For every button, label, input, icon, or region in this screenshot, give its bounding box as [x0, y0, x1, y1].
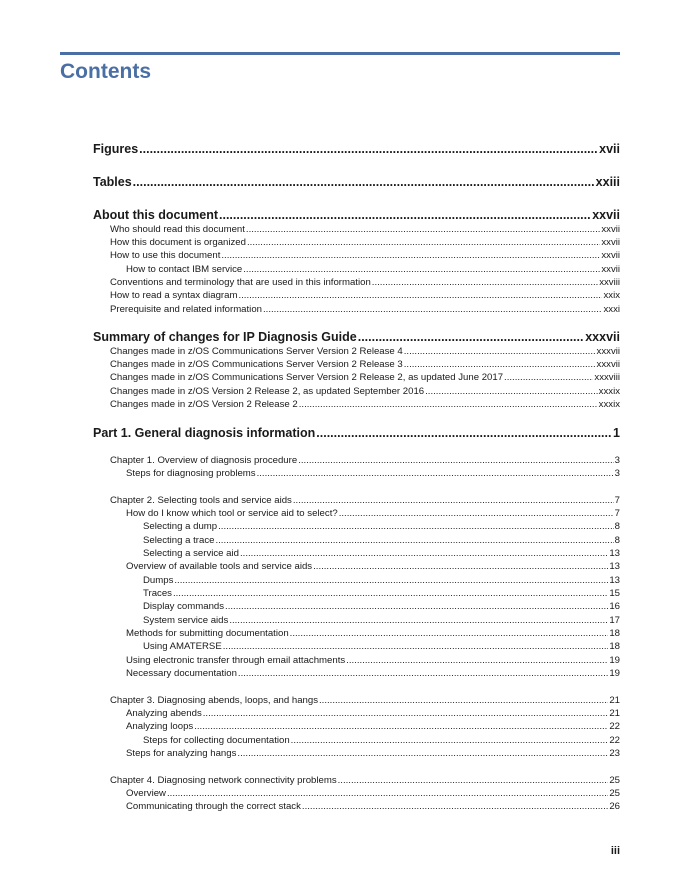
- toc-entry[interactable]: [126, 788, 620, 799]
- toc-entry-page: xxvii: [601, 264, 620, 275]
- toc-entry[interactable]: [110, 304, 620, 315]
- toc-entry-page: 7: [614, 495, 620, 506]
- toc-entry-title: Steps for diagnosing problems: [126, 468, 256, 479]
- toc-entry[interactable]: [110, 237, 620, 248]
- toc-entry[interactable]: [126, 748, 620, 759]
- toc-entry-title: Summary of changes for IP Diagnosis Guide: [93, 330, 357, 344]
- toc-entry-title: Necessary documentation: [126, 668, 237, 679]
- toc-entry-page: xxiii: [595, 175, 620, 189]
- toc-entry-title: Overview of available tools and service aids: [126, 561, 313, 572]
- toc-entry-title: Communicating through the correct stack: [126, 801, 301, 812]
- toc-entry[interactable]: [110, 359, 620, 370]
- toc-entry-title: Changes made in z/OS Communications Server Version 2 Release 4: [110, 346, 403, 357]
- toc-entry-title: Part 1. General diagnosis information: [93, 426, 316, 440]
- leader-dots: [299, 399, 598, 410]
- toc-entry-page: 21: [609, 708, 620, 719]
- toc-entry-title: Changes made in z/OS Version 2 Release 2: [110, 399, 298, 410]
- leader-dots: [247, 237, 600, 248]
- toc-entry-page: xxvii: [601, 224, 620, 235]
- toc-entry[interactable]: [143, 735, 620, 746]
- toc-entry-tables[interactable]: [93, 175, 620, 189]
- toc-entry[interactable]: [126, 628, 620, 639]
- leader-dots: [425, 386, 598, 397]
- toc-entry-title: How to use this document: [110, 250, 221, 261]
- toc-entry[interactable]: [110, 372, 620, 383]
- toc-entry-page: 13: [609, 575, 620, 586]
- toc-entry[interactable]: [110, 250, 620, 261]
- toc-entry[interactable]: [143, 588, 620, 599]
- toc-entry[interactable]: [143, 548, 620, 559]
- leader-dots: [139, 142, 598, 156]
- toc-entry-title: Changes made in z/OS Communications Server Version 2 Release 2, as updated June 2017: [110, 372, 504, 383]
- toc-entry-title: How to contact IBM service: [126, 264, 243, 275]
- toc-entry-title: Analyzing loops: [126, 721, 194, 732]
- toc-entry-title: Steps for collecting documentation: [143, 735, 290, 746]
- leader-dots: [194, 721, 608, 732]
- toc-entry[interactable]: [110, 224, 620, 235]
- leader-dots: [225, 601, 608, 612]
- toc-entry-page: 19: [609, 668, 620, 679]
- toc-entry[interactable]: [110, 386, 620, 397]
- toc-entry-figures[interactable]: [93, 142, 620, 156]
- toc-entry[interactable]: [143, 535, 620, 546]
- toc-entry-page: 7: [614, 508, 620, 519]
- toc-entry[interactable]: [126, 721, 620, 732]
- toc-entry-title: Analyzing abends: [126, 708, 202, 719]
- toc-entry-page: xxvii: [601, 250, 620, 261]
- toc-entry[interactable]: [143, 575, 620, 586]
- toc-entry[interactable]: [143, 521, 620, 532]
- toc-entry-page: xxviii: [599, 277, 620, 288]
- leader-dots: [293, 495, 614, 506]
- toc-entry-page: xxxi: [603, 304, 620, 315]
- toc-entry-page: 23: [609, 748, 620, 759]
- toc-entry[interactable]: [126, 708, 620, 719]
- toc-entry[interactable]: [126, 264, 620, 275]
- toc-entry-page: 8: [614, 521, 620, 532]
- leader-dots: [133, 175, 595, 189]
- toc-entry-page: xxxvii: [596, 346, 620, 357]
- toc-entry-page: xxxviii: [594, 372, 620, 383]
- page-title: Contents: [60, 60, 151, 83]
- toc-entry-title: How to read a syntax diagram: [110, 290, 238, 301]
- leader-dots: [243, 264, 600, 275]
- toc-entry-page: 22: [609, 721, 620, 732]
- toc-entry-page: 26: [609, 801, 620, 812]
- toc-entry-chapter[interactable]: [110, 775, 620, 786]
- toc-entry-title: Traces: [143, 588, 172, 599]
- leader-dots: [313, 561, 608, 572]
- toc-entry-part-1[interactable]: [93, 426, 620, 440]
- toc-entry-title: How do I know which tool or service aid to select?: [126, 508, 338, 519]
- toc-entry[interactable]: [143, 601, 620, 612]
- leader-dots: [316, 426, 612, 440]
- toc-entry-title: Selecting a trace: [143, 535, 215, 546]
- leader-dots: [404, 346, 596, 357]
- leader-dots: [167, 788, 608, 799]
- toc-entry-page: 18: [609, 628, 620, 639]
- leader-dots: [339, 508, 614, 519]
- toc-entry-title: Chapter 3. Diagnosing abends, loops, and hangs: [110, 695, 319, 706]
- toc-entry[interactable]: [110, 290, 620, 301]
- toc-entry-title: Display commands: [143, 601, 225, 612]
- leader-dots: [319, 695, 608, 706]
- toc-entry[interactable]: [110, 346, 620, 357]
- toc-entry-page: xxxix: [598, 399, 620, 410]
- toc-entry-title: Tables: [93, 175, 132, 189]
- toc-entry-about[interactable]: [93, 208, 620, 222]
- toc-entry-chapter[interactable]: [110, 495, 620, 506]
- toc-entry-chapter[interactable]: [110, 455, 620, 466]
- toc-entry-page: 22: [609, 735, 620, 746]
- toc-entry-title: About this document: [93, 208, 218, 222]
- toc-entry[interactable]: [126, 561, 620, 572]
- leader-dots: [238, 668, 608, 679]
- leader-dots: [219, 208, 591, 222]
- toc-entry-title: Chapter 4. Diagnosing network connectivity problems: [110, 775, 337, 786]
- toc-entry-title: Chapter 1. Overview of diagnosis procedure: [110, 455, 298, 466]
- toc-entry[interactable]: [126, 468, 620, 479]
- toc-entry-page: 17: [609, 615, 620, 626]
- toc-entry-page: 21: [609, 695, 620, 706]
- leader-dots: [203, 708, 609, 719]
- toc-entry-page: 25: [609, 788, 620, 799]
- toc-entry-page: xxxvii: [585, 330, 620, 344]
- toc-entry-title: System service aids: [143, 615, 229, 626]
- toc-entry-title: How this document is organized: [110, 237, 246, 248]
- toc-entry-page: 25: [609, 775, 620, 786]
- leader-dots: [257, 468, 614, 479]
- leader-dots: [221, 250, 600, 261]
- toc-entry-title: Methods for submitting documentation: [126, 628, 289, 639]
- leader-dots: [240, 548, 608, 559]
- toc-entry-summary-of-changes[interactable]: [93, 330, 620, 344]
- leader-dots: [404, 359, 596, 370]
- toc-entry-page: 1: [613, 426, 620, 440]
- leader-dots: [223, 641, 609, 652]
- page-number: iii: [610, 845, 620, 857]
- toc-entry-title: Conventions and terminology that are used in this information: [110, 277, 371, 288]
- toc-entry[interactable]: [126, 655, 620, 666]
- toc-entry-page: 8: [614, 535, 620, 546]
- toc-entry[interactable]: [126, 801, 620, 812]
- toc-entry[interactable]: [126, 668, 620, 679]
- toc-entry[interactable]: [143, 615, 620, 626]
- toc-entry-page: xxxix: [598, 386, 620, 397]
- toc-entry-page: xxvii: [592, 208, 620, 222]
- leader-dots: [338, 775, 609, 786]
- leader-dots: [218, 521, 614, 532]
- toc-entry-page: 13: [609, 548, 620, 559]
- toc-entry-title: Using electronic transfer through email attachments: [126, 655, 346, 666]
- leader-dots: [372, 277, 598, 288]
- toc-entry-title: Overview: [126, 788, 166, 799]
- toc-entry-chapter[interactable]: [110, 695, 620, 706]
- toc-entry-title: Who should read this document: [110, 224, 245, 235]
- leader-dots: [298, 455, 613, 466]
- toc-entry-title: Changes made in z/OS Communications Server Version 2 Release 3: [110, 359, 403, 370]
- leader-dots: [246, 224, 600, 235]
- toc-entry-title: Steps for analyzing hangs: [126, 748, 237, 759]
- toc-entry-page: xvii: [599, 142, 620, 156]
- header-rule: [60, 52, 620, 55]
- toc-entry-title: Changes made in z/OS Version 2 Release 2, as updated September 2016: [110, 386, 425, 397]
- leader-dots: [346, 655, 608, 666]
- toc-entry-page: 16: [609, 601, 620, 612]
- toc-entry-title: Figures: [93, 142, 139, 156]
- leader-dots: [302, 801, 608, 812]
- toc-entry[interactable]: [110, 277, 620, 288]
- leader-dots: [215, 535, 613, 546]
- toc-entry-page: 19: [609, 655, 620, 666]
- toc-entry-page: xxvii: [601, 237, 620, 248]
- leader-dots: [173, 588, 608, 599]
- toc-entry-page: 18: [609, 641, 620, 652]
- leader-dots: [229, 615, 608, 626]
- leader-dots: [174, 575, 608, 586]
- leader-dots: [237, 748, 608, 759]
- toc-entry[interactable]: [143, 641, 620, 652]
- leader-dots: [238, 290, 602, 301]
- toc-entry-page: 3: [614, 468, 620, 479]
- toc-entry-title: Using AMATERSE: [143, 641, 222, 652]
- leader-dots: [291, 735, 609, 746]
- toc-entry-page: 3: [614, 455, 620, 466]
- toc-entry-page: xxix: [603, 290, 620, 301]
- toc-entry[interactable]: [126, 508, 620, 519]
- toc-entry-title: Chapter 2. Selecting tools and service aids: [110, 495, 292, 506]
- toc-entry-title: Dumps: [143, 575, 174, 586]
- leader-dots: [504, 372, 593, 383]
- toc-entry-title: Prerequisite and related information: [110, 304, 262, 315]
- leader-dots: [290, 628, 609, 639]
- leader-dots: [263, 304, 602, 315]
- toc-entry-page: xxxvii: [596, 359, 620, 370]
- toc-entry-page: 15: [609, 588, 620, 599]
- leader-dots: [358, 330, 585, 344]
- toc-entry-title: Selecting a service aid: [143, 548, 239, 559]
- toc-entry-title: Selecting a dump: [143, 521, 218, 532]
- toc-entry[interactable]: [110, 399, 620, 410]
- toc-entry-page: 13: [609, 561, 620, 572]
